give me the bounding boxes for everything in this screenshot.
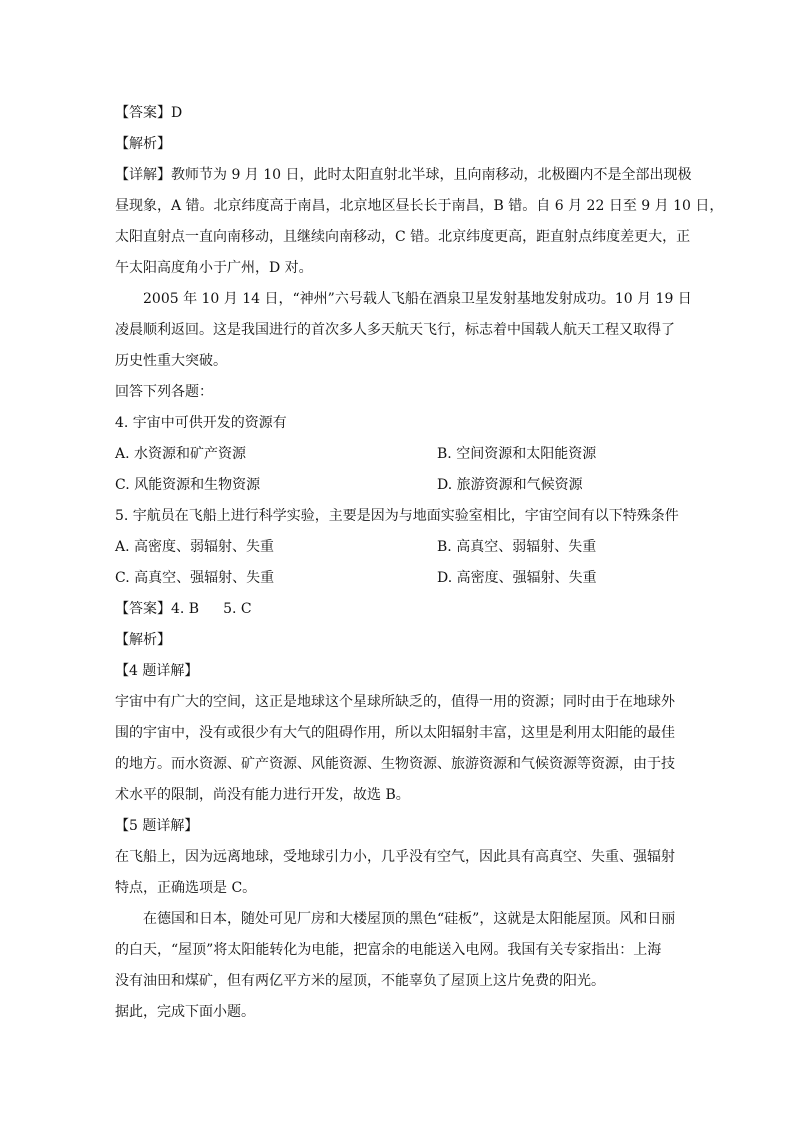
question-5-options-row	[115, 563, 685, 594]
question-prompt: 回答下列各题：	[115, 384, 213, 400]
passage-line: 的白天，“屋顶”将太阳能转化为电能，把富余的电能送入电网。我国有关专家指出：上海	[115, 942, 662, 958]
detail-line: 的地方。而水资源、矿产资源、风能资源、生物资源、旅游资源和气候资源等资源，由于技	[115, 756, 675, 772]
detail-line: 术水平的限制，尚没有能力进行开发，故选 B。	[115, 787, 410, 803]
detail-line: 太阳直射点一直向南移动，且继续向南移动，C 错。北京纬度更高，距直射点纬度差更大，正	[115, 229, 691, 245]
option-a: A. 高密度、弱辐射、失重	[115, 539, 275, 555]
detail-line: 【详解】教师节为 9 月 10 日，此时太阳直射北半球，且向南移动，北极圈内不是全部出现极	[115, 167, 692, 183]
passage-line: 在德国和日本，随处可见厂房和大楼屋顶的黑色“硅板”，这就是太阳能屋顶。风和日丽	[143, 911, 676, 927]
q5-detail-heading: 【5 题详解】	[115, 818, 199, 834]
q4-detail-heading: 【4 题详解】	[115, 663, 199, 679]
detail-line: 昼现象，A 错。北京纬度高于南昌，北京地区昼长长于南昌，B 错。自 6 月 22 日至 9 月 10 日，	[115, 198, 724, 214]
question-4-stem: 4. 宇宙中可供开发的资源有	[115, 415, 287, 431]
question-5-options-row	[115, 532, 685, 563]
analysis-label: 【解析】	[115, 136, 171, 152]
answer-line	[115, 594, 685, 625]
closing-instruction: 据此，完成下面小题。	[115, 1004, 255, 1020]
analysis-label: 【解析】	[115, 632, 171, 648]
detail-line: 围的宇宙中，没有或很少有大气的阻碍作用，所以太阳辐射丰富，这里是利用太阳能的最佳	[115, 725, 675, 741]
option-c: C. 高真空、强辐射、失重	[115, 570, 275, 586]
question-4-options-row	[115, 439, 685, 470]
answer-4: 【答案】4. B	[115, 601, 200, 617]
option-c: C. 风能资源和生物资源	[115, 477, 261, 493]
option-b: B. 高真空、弱辐射、失重	[437, 539, 597, 555]
detail-line: 在飞船上，因为远离地球，受地球引力小，几乎没有空气，因此具有高真空、失重、强辐射	[115, 849, 675, 865]
answer-label: 【答案】D	[115, 105, 183, 121]
passage-line: 凌晨顺利返回。这是我国进行的首次多人多天航天飞行，标志着中国载人航天工程又取得了	[115, 322, 675, 338]
option-a: A. 水资源和矿产资源	[115, 446, 247, 462]
detail-line: 宇宙中有广大的空间，这正是地球这个星球所缺乏的，值得一用的资源；同时由于在地球外	[115, 694, 675, 710]
option-d: D. 高密度、强辐射、失重	[437, 570, 597, 586]
answer-5: 5. C	[223, 601, 252, 617]
option-b: B. 空间资源和太阳能资源	[437, 446, 597, 462]
passage-line: 2005 年 10 月 14 日，“神州”六号载人飞船在酒泉卫星发射基地发射成功。10 月 19 日	[143, 291, 692, 307]
question-4-options-row	[115, 470, 685, 501]
question-5-stem: 5. 宇航员在飞船上进行科学实验，主要是因为与地面实验室相比，宇宙空间有以下特殊条件	[115, 508, 679, 524]
document-page	[115, 98, 724, 1028]
option-d: D. 旅游资源和气候资源	[437, 477, 583, 493]
passage-line: 历史性重大突破。	[115, 353, 227, 369]
detail-line: 午太阳高度角小于广州，D 对。	[115, 260, 313, 276]
passage-line: 没有油田和煤矿，但有两亿平方米的屋顶，不能辜负了屋顶上这片免费的阳光。	[115, 973, 605, 989]
detail-line: 特点，正确选项是 C。	[115, 880, 257, 896]
